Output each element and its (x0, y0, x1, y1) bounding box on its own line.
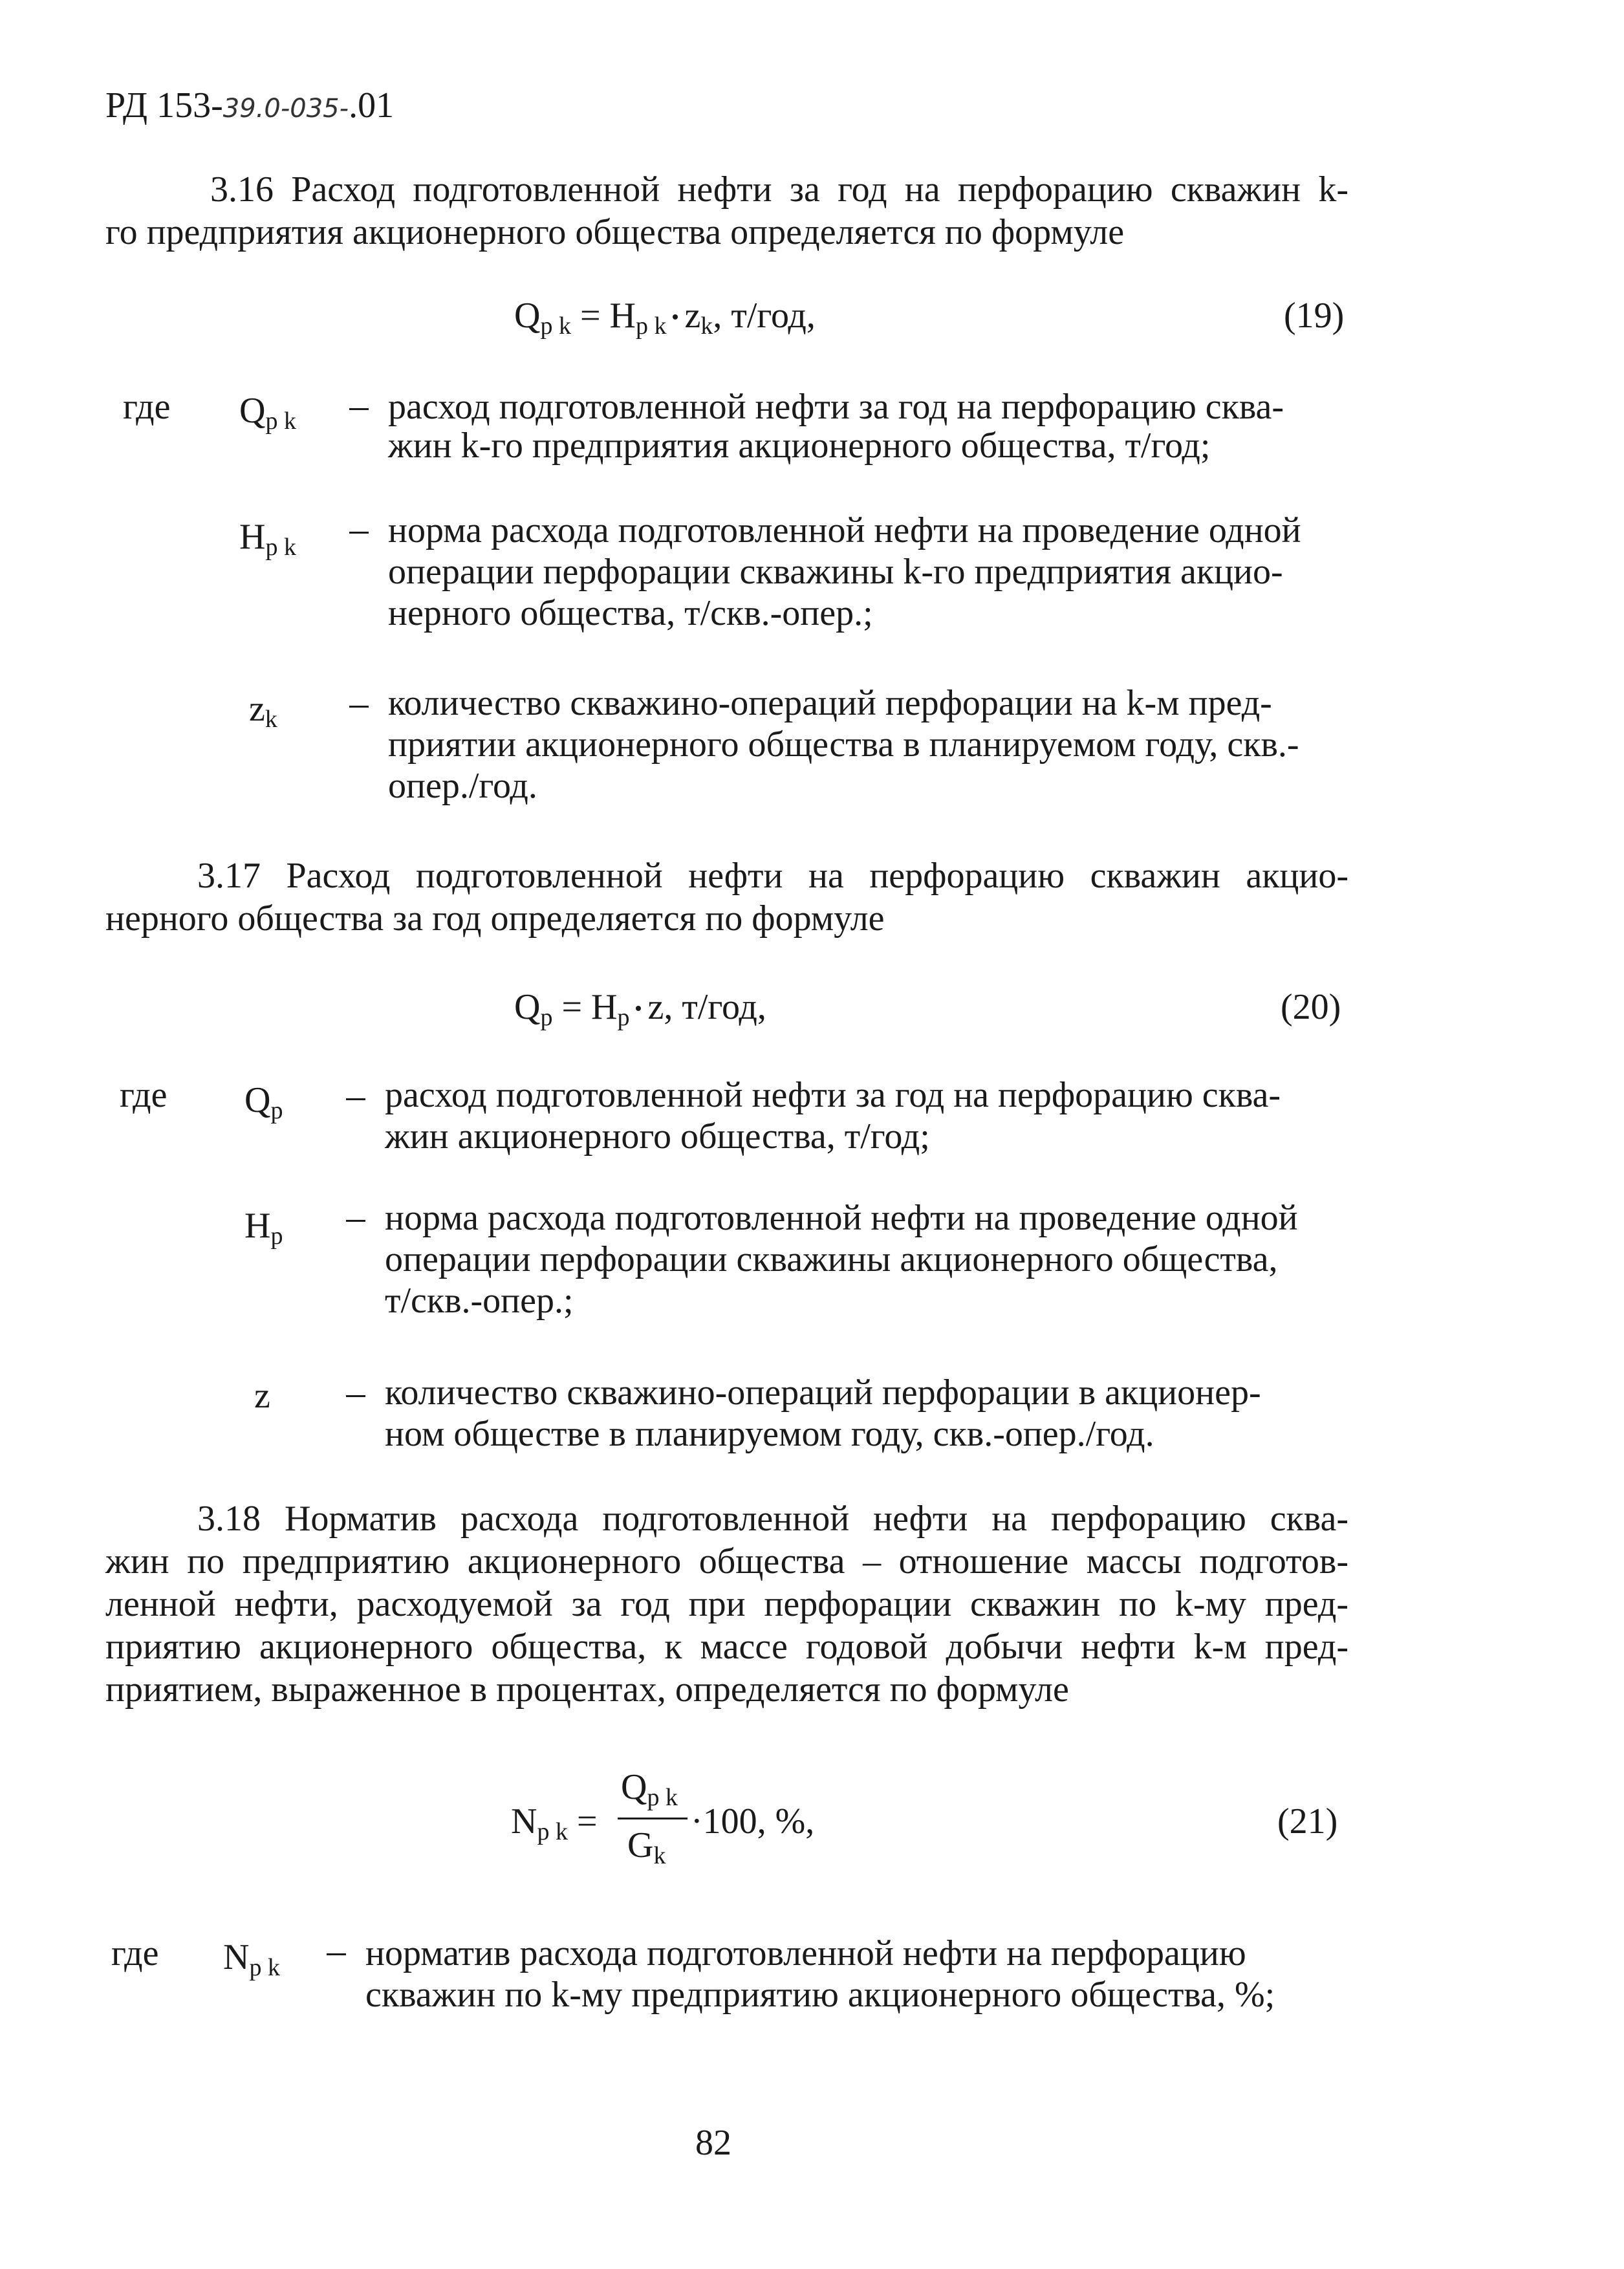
def-line: операции перфорации скважины акционерного общества, (385, 1239, 1278, 1279)
def-symbol-Npk: $N_{p k}$ (223, 1937, 280, 1981)
paragraph-3-18-line-2: жин по предприятию акционерного общества – отношение массы подготов- (105, 1541, 1348, 1581)
def-line: операции перфорации скважины k-го предприятия акцио- (388, 552, 1283, 592)
def-dash (327, 1953, 346, 1955)
document-code: РД 153-39.0-035-.01 (105, 85, 395, 125)
def-line: количество скважино-операций перфорации на k-м пред- (388, 683, 1272, 723)
def-line: нерного общества, т/скв.-опер.; (388, 593, 873, 633)
formula-19: $Q_{p k} = H_{p k}$ $z_k$, т/год, (514, 296, 816, 340)
formula-20-number: (20) (1281, 987, 1341, 1027)
formula-21-numerator: $Q_{p k}$ (621, 1767, 678, 1811)
def-line: норма расхода подготовленной нефти на проведение одной (388, 510, 1301, 550)
def-line: количество скважино-операций перфорации в акционер- (385, 1373, 1261, 1413)
def-dash (346, 1098, 365, 1100)
fraction-bar (618, 1818, 687, 1819)
paragraph-3-18-line-4: приятию акционерного общества, к массе годовой добычи нефти k-м пред- (105, 1627, 1348, 1667)
paragraph-3-16-line-2: го предприятия акционерного общества определяется по формуле (105, 212, 1125, 252)
def-line: жин акционерного общества, т/год; (385, 1116, 930, 1156)
def-symbol-Qpk: $Q_{p k}$ (239, 391, 296, 435)
def-dash (349, 706, 369, 708)
def-line: норматив расхода подготовленной нефти на перфорацию (365, 1933, 1246, 1973)
formula-21-denominator: $G_k$ (627, 1825, 666, 1869)
def-line: норма расхода подготовленной нефти на проведение одной (385, 1198, 1298, 1238)
def-dash (349, 532, 369, 534)
def-symbol-zk: $z_k$ (249, 689, 277, 733)
paragraph-3-17-line-1: 3.17 Расход подготовленной нефти на перфорацию скважин акцио- (197, 856, 1348, 896)
def-symbol-z: z (254, 1376, 270, 1416)
def-line: т/скв.-опер.; (385, 1281, 574, 1321)
page-number: 82 (695, 2123, 731, 2163)
def-dash (346, 1395, 365, 1397)
def-line: ном обществе в планируемом году, скв.-опер./год. (385, 1414, 1154, 1454)
def-symbol-Hpk: $H_{p k}$ (239, 517, 296, 561)
formula-21-tail: ·100, %, (691, 1801, 815, 1841)
def-line: опер./год. (388, 766, 537, 806)
where-label: где (111, 1933, 159, 1973)
formula-21-number: (21) (1277, 1801, 1338, 1841)
def-dash (346, 1220, 365, 1222)
def-line: скважин по k-му предприятию акционерного общества, %; (365, 1975, 1275, 2015)
formula-19-number: (19) (1284, 296, 1345, 336)
paragraph-3-17-line-2: нерного общества за год определяется по формуле (105, 898, 885, 939)
paragraph-3-16-line-1: 3.16 Расход подготовленной нефти за год на перфорацию скважин k- (210, 169, 1348, 210)
handwritten-code: 39.0-035- (222, 94, 349, 124)
paragraph-3-18-line-1: 3.18 Норматив расхода подготовленной нефти на перфорацию сква- (197, 1499, 1348, 1539)
def-symbol-Hp: $H_p$ (244, 1206, 283, 1250)
formula-20: $Q_p = H_p$ z, т/год, (514, 987, 766, 1031)
where-label: где (123, 387, 171, 427)
formula-21-lhs: $N_{p k}$ = (511, 1801, 598, 1845)
paragraph-3-18-line-5: приятием, выраженное в процентах, определяется по формуле (105, 1669, 1069, 1710)
def-line: приятии акционерного общества в планируемом году, скв.- (388, 724, 1299, 765)
paragraph-3-18-line-3: ленной нефти, расходуемой за год при перфорации скважин по k-му пред- (105, 1584, 1348, 1624)
where-label: где (120, 1075, 168, 1115)
def-symbol-Qp: $Q_p$ (244, 1080, 283, 1124)
def-line: расход подготовленной нефти за год на перфорацию сква- (388, 387, 1284, 427)
def-line: расход подготовленной нефти за год на перфорацию сква- (385, 1075, 1281, 1115)
def-dash (349, 408, 369, 410)
def-line: жин k-го предприятия акционерного общества, т/год; (388, 426, 1211, 466)
